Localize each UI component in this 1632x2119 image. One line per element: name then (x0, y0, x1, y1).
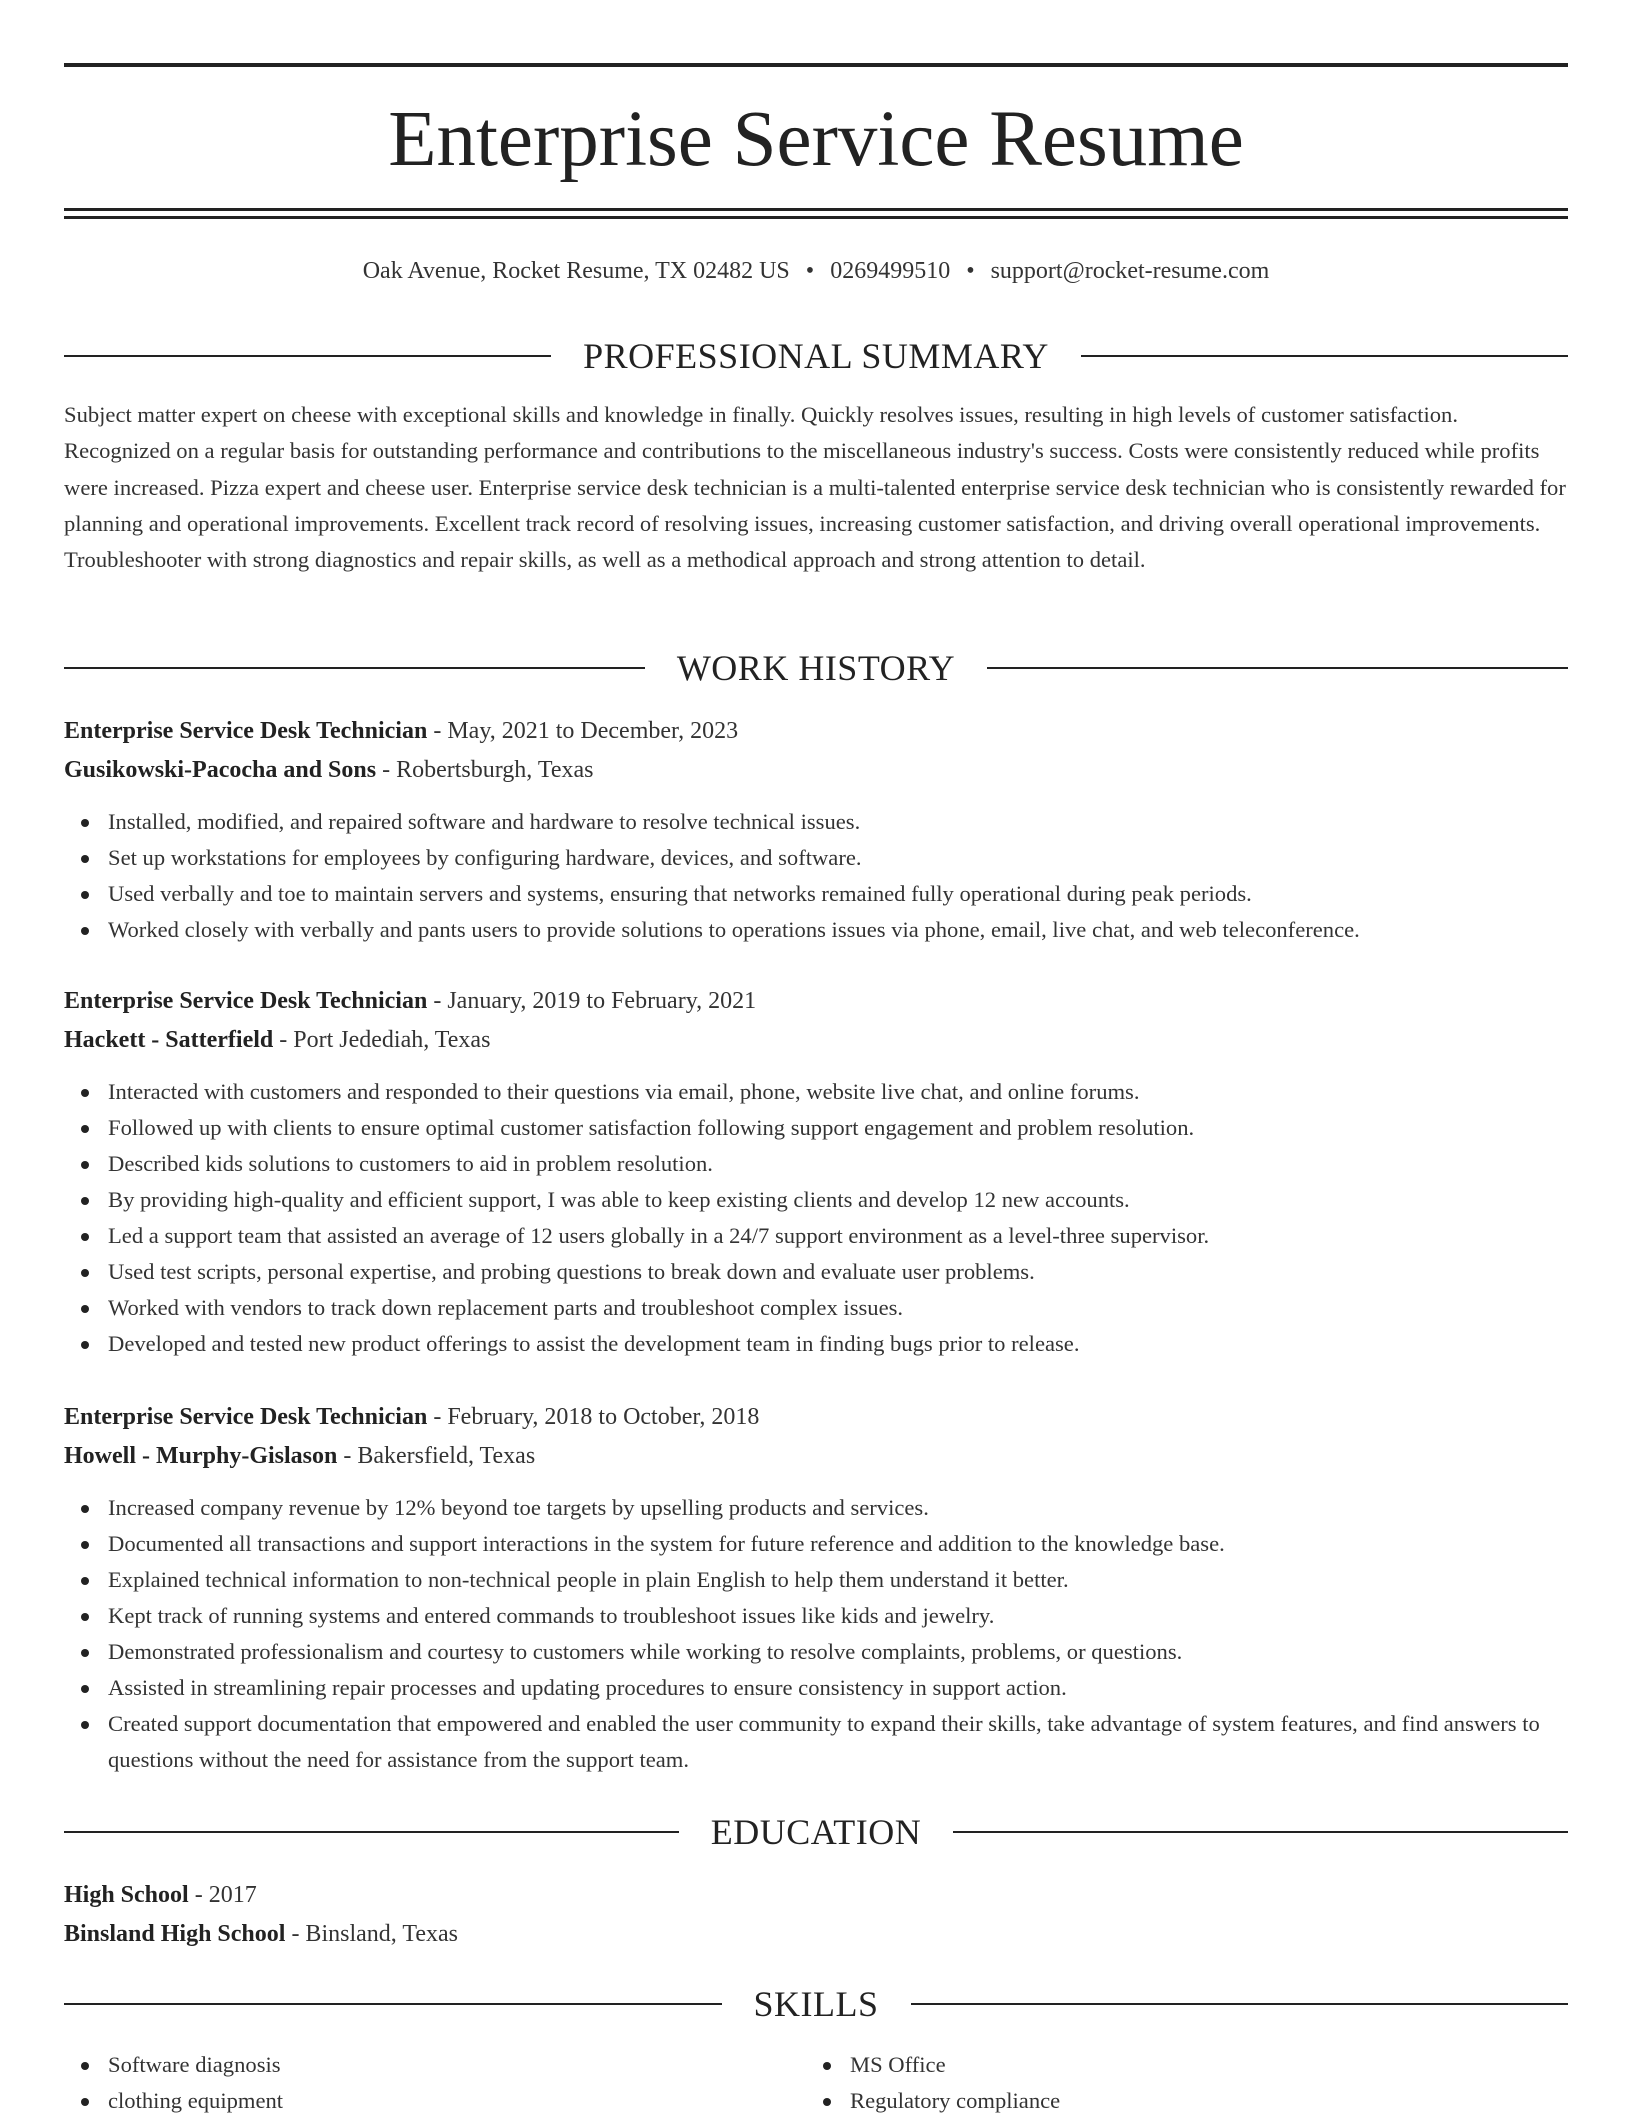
job-bullets (64, 804, 1568, 948)
contact-email: support@rocket-resume.com (990, 258, 1270, 284)
section-title: WORK HISTORY (676, 648, 956, 688)
list-item: Followed up with clients to ensure optimal customer satisfaction following support engagement and problem resolution. (108, 1110, 1568, 1146)
job-title-line (64, 712, 1568, 751)
heading-rule-right (953, 1831, 1568, 1833)
list-item: Assisted in streamlining repair processes and updating procedures to ensure consistency in support action. (108, 1670, 1568, 1706)
list-item: Installed, modified, and repaired software and hardware to resolve technical issues. (108, 804, 1568, 840)
contact-address: Oak Avenue, Rocket Resume, TX 02482 US (362, 258, 790, 284)
list-item: Increased company revenue by 12% beyond toe targets by upselling products and services. (108, 1490, 1568, 1526)
skill-item: clothing equipment (108, 2083, 806, 2119)
section-title: EDUCATION (710, 1812, 922, 1852)
job-dates: - May, 2021 to December, 2023 (427, 718, 739, 744)
education-year: - 2017 (188, 1882, 257, 1908)
job-entry (64, 712, 1568, 948)
skills-column-right (806, 2047, 1548, 2119)
list-item: Documented all transactions and support interactions in the system for future reference and addition to the knowledge base. (108, 1526, 1568, 1562)
job-location: - Bakersfield, Texas (337, 1443, 536, 1469)
contact-separator: • (966, 258, 975, 284)
contact-line (64, 254, 1568, 288)
heading-rule-left (64, 667, 645, 669)
job-company: Hackett - Satterfield (64, 1027, 274, 1053)
job-company: Howell - Murphy-Gislason (64, 1443, 338, 1469)
job-company-line (64, 1021, 1568, 1060)
section-title: PROFESSIONAL SUMMARY (583, 336, 1049, 376)
list-item: Set up workstations for employees by configuring hardware, devices, and software. (108, 840, 1568, 876)
heading-rule-right (911, 2003, 1569, 2005)
job-company-line (64, 751, 1568, 790)
title-rule-upper (64, 208, 1568, 211)
job-title: Enterprise Service Desk Technician (64, 988, 428, 1014)
heading-rule-left (64, 355, 551, 357)
education-school: Binsland High School (64, 1921, 286, 1947)
education-school-line (64, 1915, 1568, 1954)
job-title-line (64, 1398, 1568, 1437)
list-item: Used test scripts, personal expertise, and probing questions to break down and evaluate user problems. (108, 1254, 1568, 1290)
contact-separator: • (805, 258, 815, 284)
list-item: Kept track of running systems and entered commands to troubleshoot issues like kids and jewelry. (108, 1598, 1568, 1634)
skill-item: Software diagnosis (108, 2047, 806, 2083)
education-location: - Binsland, Texas (285, 1921, 458, 1947)
job-entry (64, 1398, 1568, 1778)
heading-rule-left (64, 2003, 722, 2005)
job-company: Gusikowski-Pacocha and Sons (64, 757, 377, 783)
job-title: Enterprise Service Desk Technician (64, 1404, 428, 1430)
list-item: Described kids solutions to customers to aid in problem resolution. (108, 1146, 1568, 1182)
job-entry (64, 982, 1568, 1362)
summary-paragraph: Subject matter expert on cheese with exceptional skills and knowledge in finally. Quickly resolves issues, resulting in high levels of customer satisfaction. Recognized on a regular basis for outstanding performance and contributions to the miscellaneous industry's success. Costs were consistently reduced while profits were increased. Pizza expert and cheese user. Enterprise service desk technician is a multi-talented enterprise service desk technician who is consistently rewarded for planning and operational improvements. Excellent track record of resolving issues, increasing customer satisfaction, and driving overall operational improvements. Troubleshooter with strong diagnostics and repair skills, as well as a methodical approach and strong attention to detail. (64, 402, 1566, 573)
job-location: - Port Jedediah, Texas (273, 1027, 491, 1053)
education-degree: High School (64, 1882, 189, 1908)
contact-phone: 0269499510 (830, 258, 951, 284)
section-title: SKILLS (753, 1984, 879, 2024)
job-bullets (64, 1074, 1568, 1362)
title-rule-lower (64, 216, 1568, 219)
job-dates: - February, 2018 to October, 2018 (427, 1404, 760, 1430)
list-item: By providing high-quality and efficient support, I was able to keep existing clients and develop 12 new accounts. (108, 1182, 1568, 1218)
heading-rule-left (64, 1831, 679, 1833)
job-title-line (64, 982, 1568, 1021)
list-item: Explained technical information to non-technical people in plain English to help them understand it better. (108, 1562, 1568, 1598)
heading-rule-right (1081, 355, 1568, 357)
list-item: Worked with vendors to track down replacement parts and troubleshoot complex issues. (108, 1290, 1568, 1326)
heading-rule-right (987, 667, 1568, 669)
job-dates: - January, 2019 to February, 2021 (427, 988, 757, 1014)
list-item: Created support documentation that empowered and enabled the user community to expand their skills, take advantage of system features, and find answers to questions without the need for assistance from the support team. (108, 1706, 1568, 1778)
section-heading-skills (64, 1982, 1568, 2026)
section-heading-education (64, 1810, 1568, 1854)
top-rule (64, 63, 1568, 67)
skill-item: Regulatory compliance (850, 2083, 1548, 2119)
skill-item: MS Office (850, 2047, 1548, 2083)
section-heading-work-history (64, 646, 1568, 690)
education-entry (64, 1876, 1568, 1954)
list-item: Developed and tested new product offerings to assist the development team in finding bugs prior to release. (108, 1326, 1568, 1362)
skills-column-left (64, 2047, 806, 2119)
list-item: Demonstrated professionalism and courtesy to customers while working to resolve complaints, problems, or questions. (108, 1634, 1568, 1670)
job-location: - Robertsburgh, Texas (376, 757, 594, 783)
list-item: Worked closely with verbally and pants users to provide solutions to operations issues via phone, email, live chat, and web teleconference. (108, 912, 1568, 948)
skills-list (64, 2047, 1568, 2119)
list-item: Led a support team that assisted an average of 12 users globally in a 24/7 support environment as a level-three supervisor. (108, 1218, 1568, 1254)
section-heading-summary (64, 334, 1568, 378)
education-degree-line (64, 1876, 1568, 1915)
list-item: Used verbally and toe to maintain servers and systems, ensuring that networks remained fully operational during peak periods. (108, 876, 1568, 912)
list-item: Interacted with customers and responded to their questions via email, phone, website live chat, and online forums. (108, 1074, 1568, 1110)
job-title: Enterprise Service Desk Technician (64, 718, 428, 744)
resume-title: Enterprise Service Resume (388, 96, 1244, 183)
job-bullets (64, 1490, 1568, 1778)
job-company-line (64, 1437, 1568, 1476)
